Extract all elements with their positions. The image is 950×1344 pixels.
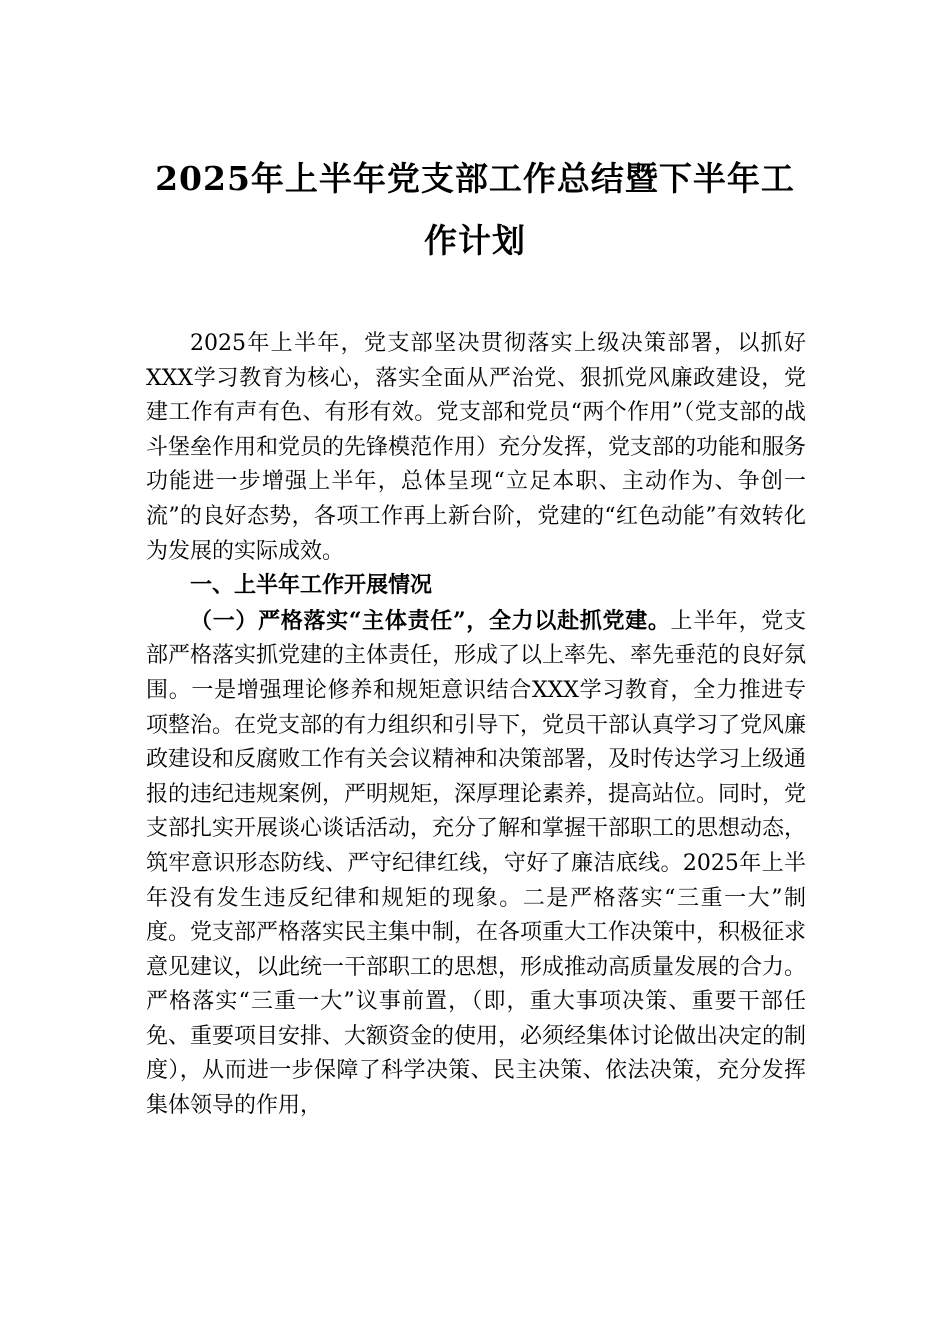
subsection-paragraph <box>146 604 806 1124</box>
document-body <box>146 327 806 1124</box>
subsection-text: 上半年，党支部严格落实抓党建的主体责任，形成了以上率先、率先垂范的良好氛围。一是增强理论修养和规矩意识结合XXX学习教育，全力推进专项整治。在党支部的有力组织和引导下，党员干部认真学习了党风廉政建设和反腐败工作有关会议精神和决策部署，及时传达学习上级通报的违纪违规案例，严明规矩，深厚理论素养，提高站位。同时，党支部扎实开展谈心谈话活动，充分了解和掌握干部职工的思想动态，筑牢意识形态防线、严守纪律红线，守好了廉洁底线。2025年上半年没有发生违反纪律和规矩的现象。二是严格落实“三重一大”制度。党支部严格落实民主集中制，在各项重大工作决策中，积极征求意见建议，以此统一干部职工的思想，形成推动高质量发展的合力。严格落实“三重一大”议事前置，（即，重大事项决策、重要干部任免、重要项目安排、大额资金的使用，必须经集体讨论做出决定的制度），从而进一步保障了科学决策、民主决策、依法决策，充分发挥集体领导的作用， <box>146 608 807 1119</box>
document-title: 2025年上半年党支部工作总结暨下半年工作计划 <box>155 159 795 260</box>
intro-paragraph: 2025年上半年，党支部坚决贯彻落实上级决策部署，以抓好XXX学习教育为核心，落实全面从严治党、狠抓党风廉政建设，党建工作有声有色、有形有效。党支部和党员“两个作用”（党支部的战斗堡垒作用和党员的先锋模范作用）充分发挥，党支部的功能和服务功能进一步增强上半年，总体呈现“立足本职、主动作为、争创一流”的良好态势，各项工作再上新台阶，党建的“红色动能”有效转化为发展的实际成效。 <box>146 331 807 564</box>
section-heading: 一、上半年工作开展情况 <box>190 573 433 599</box>
subsection-heading: （一）严格落实“主体责任”，全力以赴抓党建。 <box>190 607 671 634</box>
